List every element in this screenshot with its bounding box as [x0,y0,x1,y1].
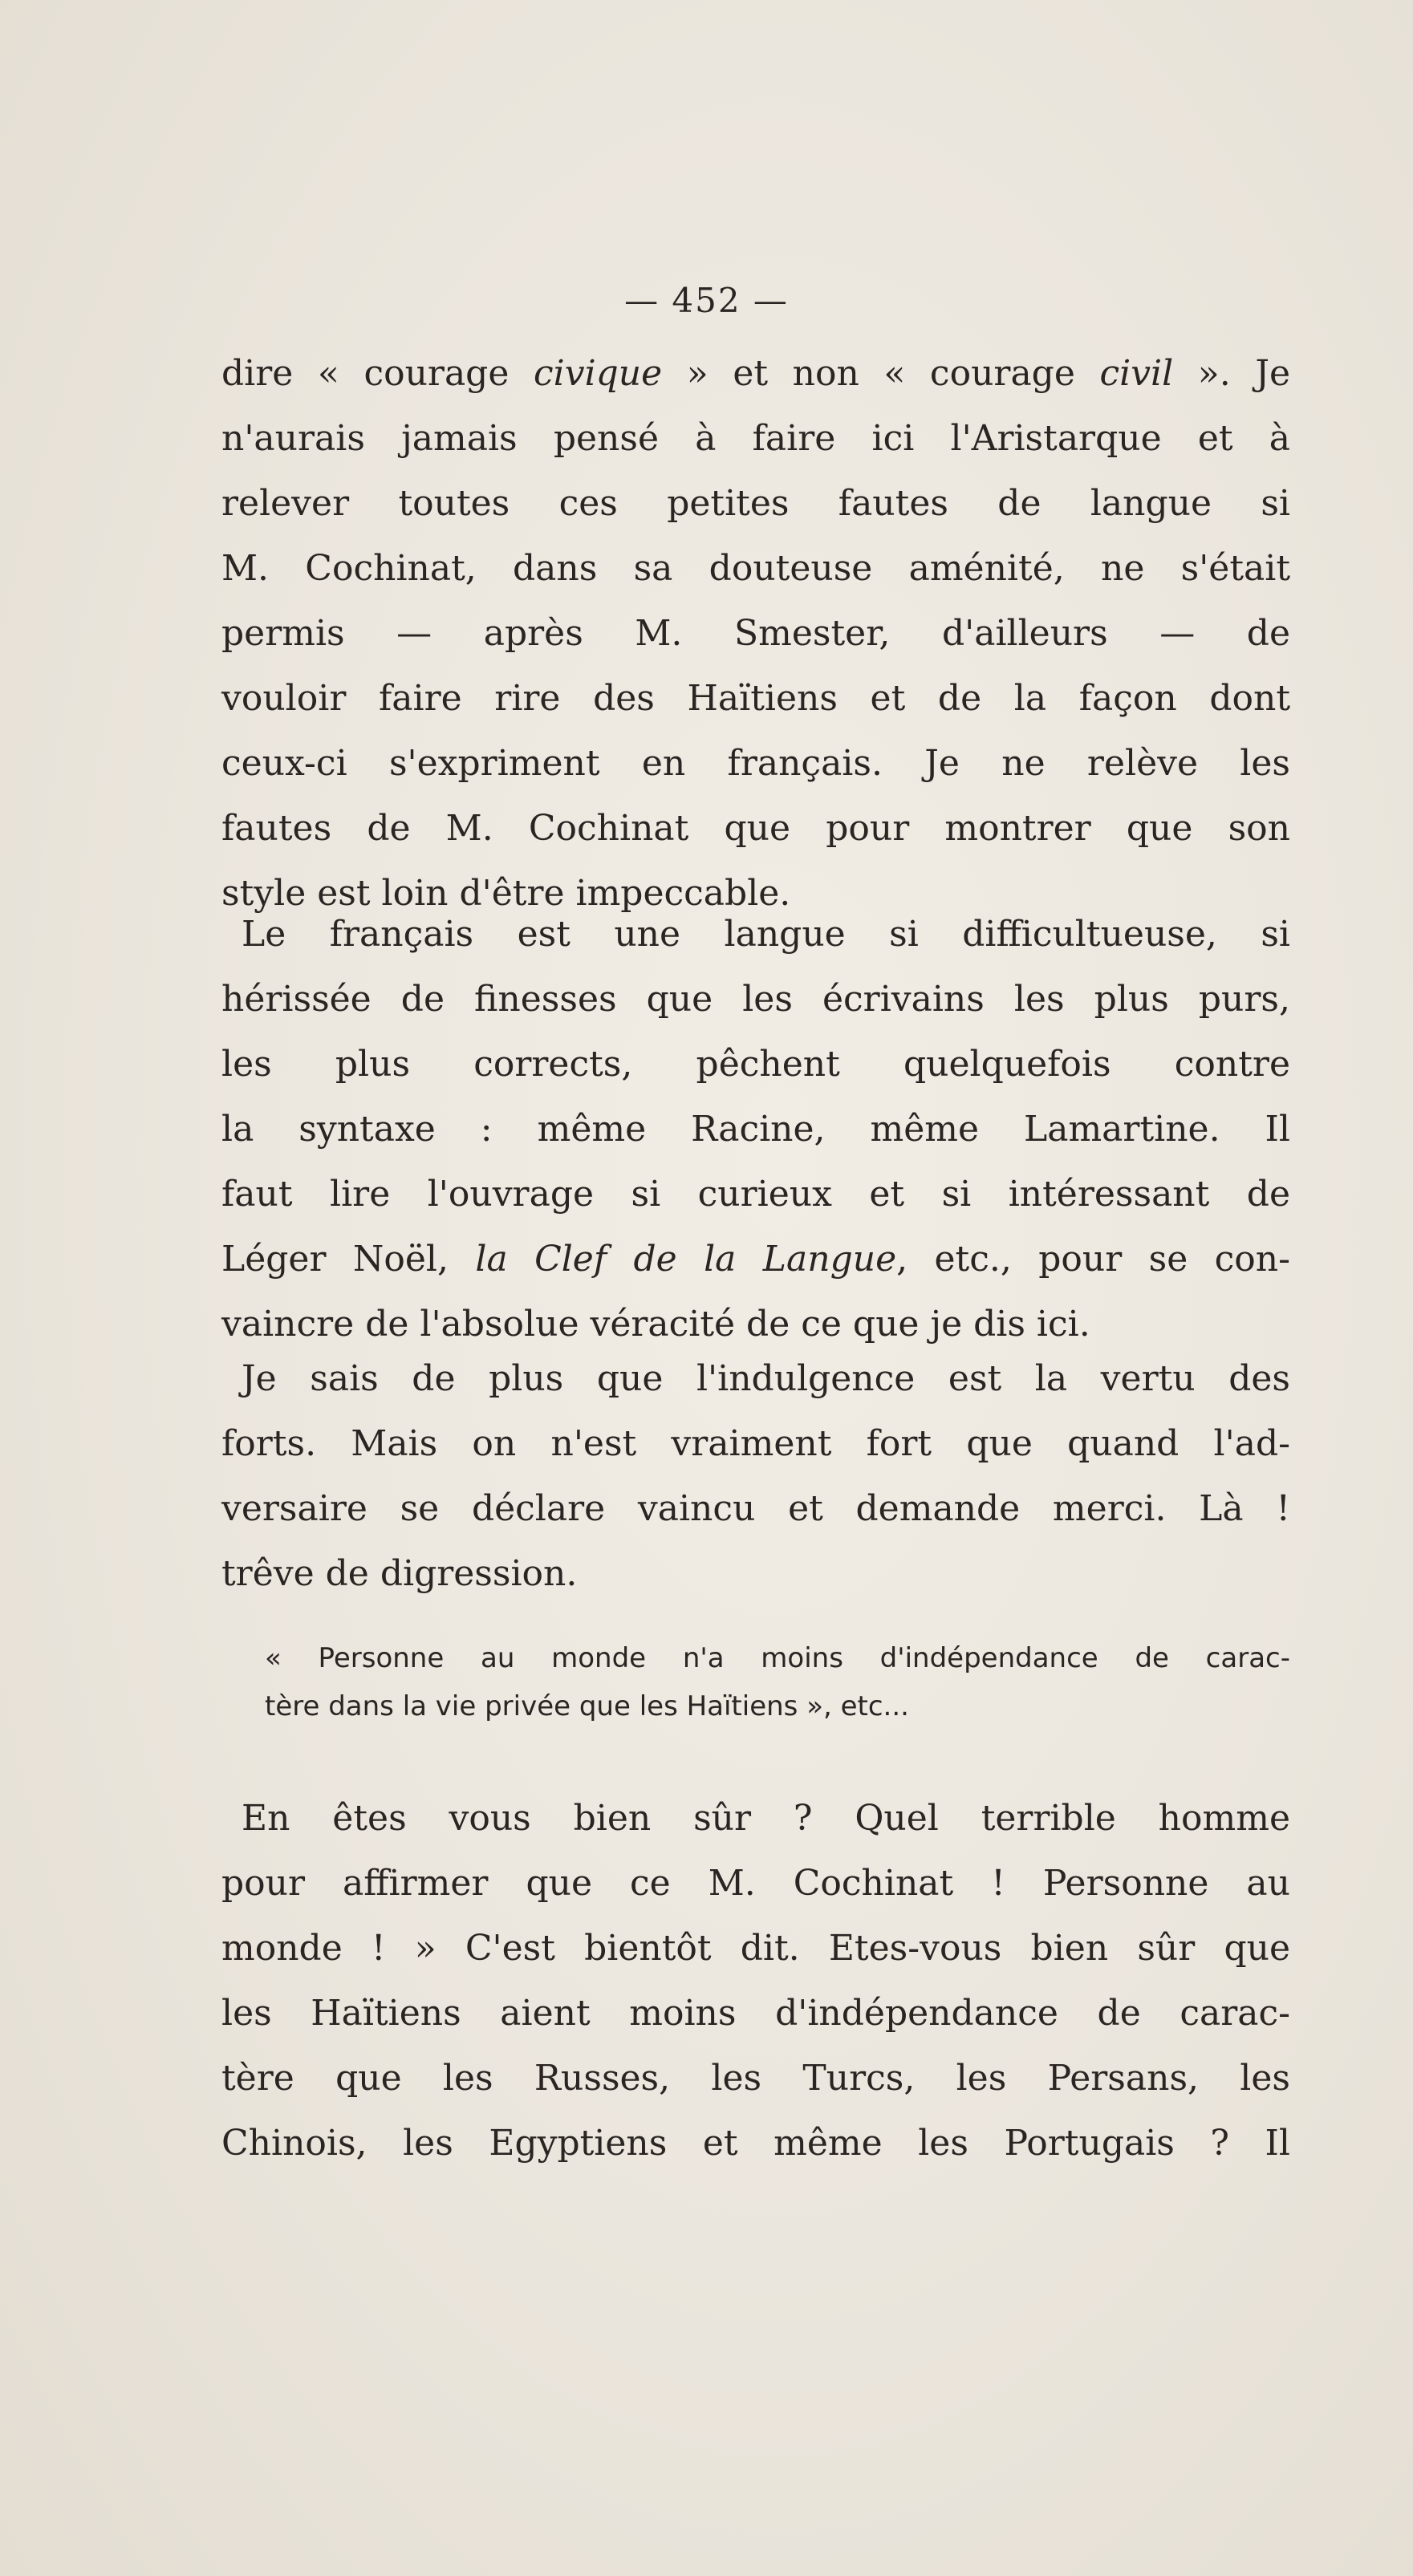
paragraph-1 [221,341,1290,926]
italic-text: civique [534,353,663,394]
paragraph-3 [221,1346,1290,1606]
text-line: tère que les Russes, les Turcs, les Persans, les [221,2058,1290,2099]
quote-line: tère dans la vie privée que les Haïtiens », etc... [265,1690,909,1722]
text-line: fautes de M. Cochinat que pour montrer que son [221,808,1290,849]
text-line [221,341,1290,406]
text-line: M. Cochinat, dans sa douteuse aménité, ne s'était [221,548,1290,589]
text-line: style est loin d'être impeccable. [221,873,791,914]
text-line: les plus corrects, pêchent quelquefois contre [221,1044,1290,1085]
text-line: pour affirmer que ce M. Cochinat ! Personne au [221,1863,1290,1904]
text-fragment: , etc., pour se con- [896,1239,1290,1280]
text-line: hérissée de finesses que les écrivains les plus purs, [221,979,1290,1020]
text-line: vouloir faire rire des Haïtiens et de la façon dont [221,678,1290,719]
text-line: relever toutes ces petites fautes de langue si [221,483,1290,524]
text-line: versaire se déclare vaincu et demande merci. Là ! [221,1488,1290,1529]
text-line: trêve de digression. [221,1553,578,1594]
italic-text: civil [1099,353,1174,394]
text-line: permis — après M. Smester, d'ailleurs — de [221,613,1290,654]
text-fragment: » et non « courage [662,353,1100,394]
paragraph-2 [221,902,1290,1357]
text-line: la syntaxe : même Racine, même Lamartine. Il [221,1109,1290,1150]
text-line: n'aurais jamais pensé à faire ici l'Aristarque et à [221,418,1290,459]
page-number: — 452 — [624,281,789,320]
text-line: forts. Mais on n'est vraiment fort que quand l'ad- [221,1423,1290,1464]
text-line: monde ! » C'est bientôt dit. Etes-vous bien sûr que [221,1928,1290,1969]
text-fragment: Léger Noël, [221,1239,476,1280]
paragraph-4 [221,1786,1290,2176]
text-line: faut lire l'ouvrage si curieux et si intéressant de [221,1174,1290,1215]
quote-line: « Personne au monde n'a moins d'indépendance de carac- [265,1642,1290,1674]
text-line [221,1227,1290,1292]
text-line: En êtes vous bien sûr ? Quel terrible homme [242,1798,1290,1839]
text-line: les Haïtiens aient moins d'indépendance de carac- [221,1993,1290,2034]
text-line: vaincre de l'absolue véracité de ce que je dis ici. [221,1304,1090,1345]
text-fragment: dire « courage [221,353,534,394]
text-line: Je sais de plus que l'indulgence est la vertu des [242,1358,1290,1399]
text-fragment: ». Je [1173,353,1290,394]
text-line: Chinois, les Egyptiens et même les Portugais ? Il [221,2123,1290,2164]
text-line: Le français est une langue si difficultueuse, si [242,914,1290,955]
block-quotation [265,1634,1290,1730]
italic-book-title: la Clef de la Langue [475,1239,897,1280]
text-line: ceux-ci s'expriment en français. Je ne relève les [221,743,1290,784]
